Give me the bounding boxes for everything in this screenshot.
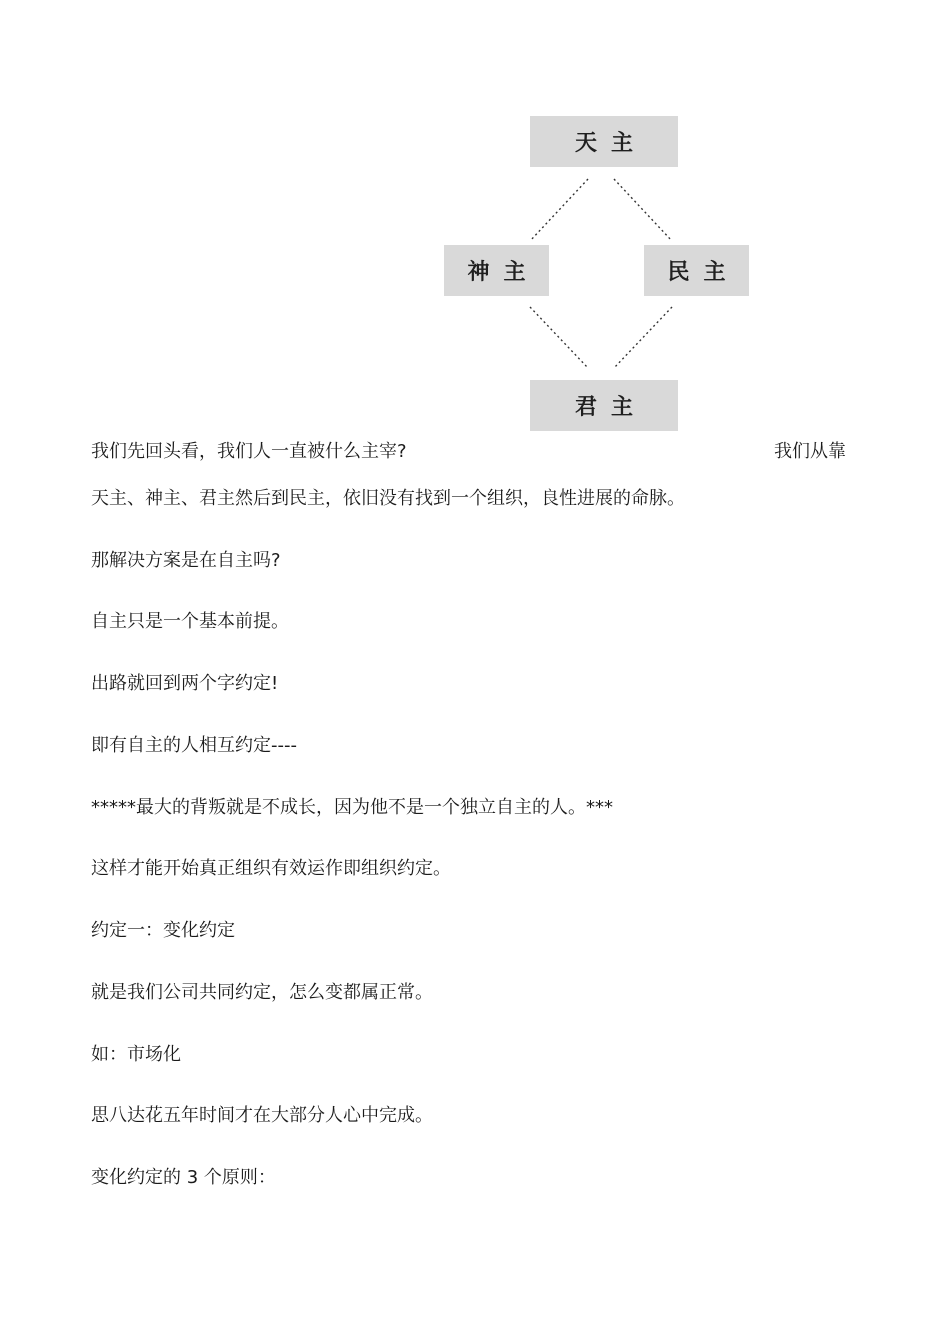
node-junzhu: 君主 bbox=[530, 380, 678, 431]
question-line: 我们先回头看，我们人一直被什么主宰? bbox=[91, 441, 407, 462]
connector-top-left bbox=[530, 179, 588, 241]
connector-right-bottom bbox=[614, 307, 672, 368]
paragraph-10: 如：市场化 bbox=[91, 1044, 181, 1065]
node-tianzhu: 天主 bbox=[530, 116, 678, 167]
question-tail: 我们从靠 bbox=[774, 441, 846, 462]
paragraph-12: 变化约定的 3 个原则： bbox=[91, 1167, 276, 1188]
diagram-connectors bbox=[0, 0, 950, 440]
paragraph-11: 思八达花五年时间才在大部分人心中完成。 bbox=[91, 1105, 433, 1126]
section-heading-change-agreement: 约定一：变化约定 bbox=[91, 920, 235, 941]
authority-diagram bbox=[0, 0, 950, 440]
connector-top-right bbox=[614, 179, 672, 241]
paragraph-4: 出路就回到两个字约定! bbox=[91, 673, 279, 694]
paragraph-9: 就是我们公司共同约定，怎么变都属正常。 bbox=[91, 982, 433, 1003]
paragraph-3: 自主只是一个基本前提。 bbox=[91, 611, 289, 632]
paragraph-6: *****最大的背叛就是不成长，因为他不是一个独立自主的人。*** bbox=[91, 797, 613, 818]
paragraph-1: 天主、神主、君主然后到民主，依旧没有找到一个组织，良性进展的命脉。 bbox=[91, 488, 685, 509]
connector-left-bottom bbox=[530, 307, 588, 368]
paragraph-7: 这样才能开始真正组织有效运作即组织约定。 bbox=[91, 858, 451, 879]
paragraph-5: 即有自主的人相互约定---- bbox=[91, 735, 297, 756]
paragraph-2: 那解决方案是在自主吗? bbox=[91, 550, 281, 571]
node-minzhu: 民主 bbox=[644, 245, 749, 296]
node-shenzhu: 神主 bbox=[444, 245, 549, 296]
